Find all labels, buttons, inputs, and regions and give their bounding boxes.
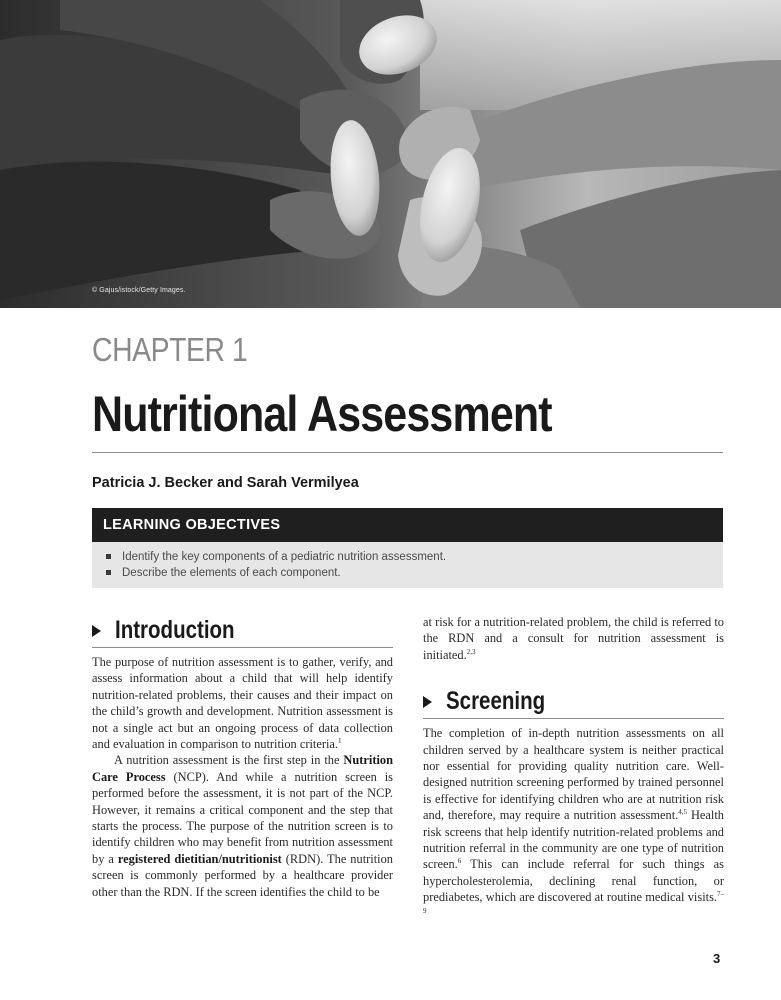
paragraph-text: The purpose of nutrition assessment is to gather, verify, and assess information about a child that will help identify nutrition-related problems, their causes and their impact on the child’s growth and development. Nutrition assessment is not a single act but an ongoing process of data collection and evaluation in comparison to nutrition criteria. [92,655,393,752]
paragraph-text: The completion of in-depth nutrition assessments on all children served by a healthcare system is neither practical nor essential for providing quality nutrition care. Well-designed nutrition screening performed by trained personnel is effective for identifying children who are at nutrition risk and, therefore, may require a nutrition assessment. [423,726,724,823]
screening-paragraph [423,725,724,922]
bold-term: Nutrition Care Process [92,753,393,784]
title-divider [92,452,723,453]
page-number: 3 [713,951,721,966]
paragraph-text: (NCP). And while a nutrition screen is performed before the assessment, it is not part of the NCP. However, it remains a critical component and the step that starts the process. The purpose of the nutrition screen is to identify children who may benefit from nutrition assessment by a [92,769,393,866]
paragraph-text: (RDN). The nutrition screen is commonly performed by a healthcare provider other than the RDN. If the screen identifies the child to be [92,851,393,899]
citation-ref: 4,5 [678,808,688,817]
paragraph-text: Health risk screens that help identify nutrition-related problems and nutrition referral in the community are one type of nutrition screen. [423,808,724,872]
citation-ref: 6 [457,857,462,866]
citation-ref: 7–9 [423,890,724,915]
section-arrow-icon [423,696,432,708]
bold-term: registered dietitian/nutritionist [117,851,282,866]
introduction-heading [92,614,393,648]
chapter-authors: Patricia J. Becker and Sarah Vermilyea [92,475,359,491]
paragraph-text: at risk for a nutrition-related problem, the child is referred to the RDN and a consult for nutrition assessment is initiated. [423,615,724,662]
learning-objectives-box [92,508,723,588]
chapter-title: Nutritional Assessment [92,386,552,442]
section-heading-text: Screening [446,687,546,716]
learning-objectives-heading: LEARNING OBJECTIVES [92,508,723,542]
paragraph-text: A nutrition assessment is the first step in the [114,753,344,768]
square-bullet-icon [106,554,111,559]
section-heading-text: Introduction [115,616,235,644]
square-bullet-icon [106,570,111,575]
chapter-number: CHAPTER 1 [92,331,248,368]
hands-fruit-illustration [0,0,781,308]
right-column [423,614,724,922]
citation-ref: 2,3 [466,647,476,656]
learning-objectives-list [92,549,723,581]
list-item [104,549,723,565]
introduction-continuation [423,614,724,663]
screening-heading [423,685,724,719]
photo-credit: © Gajus/istock/Getty Images. [92,287,186,294]
objective-text: Describe the elements of each component. [122,567,341,579]
citation-ref: 1 [338,737,342,746]
left-column [92,614,393,900]
list-item [104,565,723,581]
objective-text: Identify the key components of a pediatric nutrition assessment. [122,551,447,563]
introduction-paragraph-1 [92,654,393,752]
chapter-hero-photo [0,0,781,308]
section-arrow-icon [92,625,101,637]
paragraph-text: This can include referral for such things as hypercholesterolemia, declining renal function, or prediabetes, which are discovered at routine medical visits. [423,857,724,905]
introduction-paragraph-2 [92,752,393,900]
